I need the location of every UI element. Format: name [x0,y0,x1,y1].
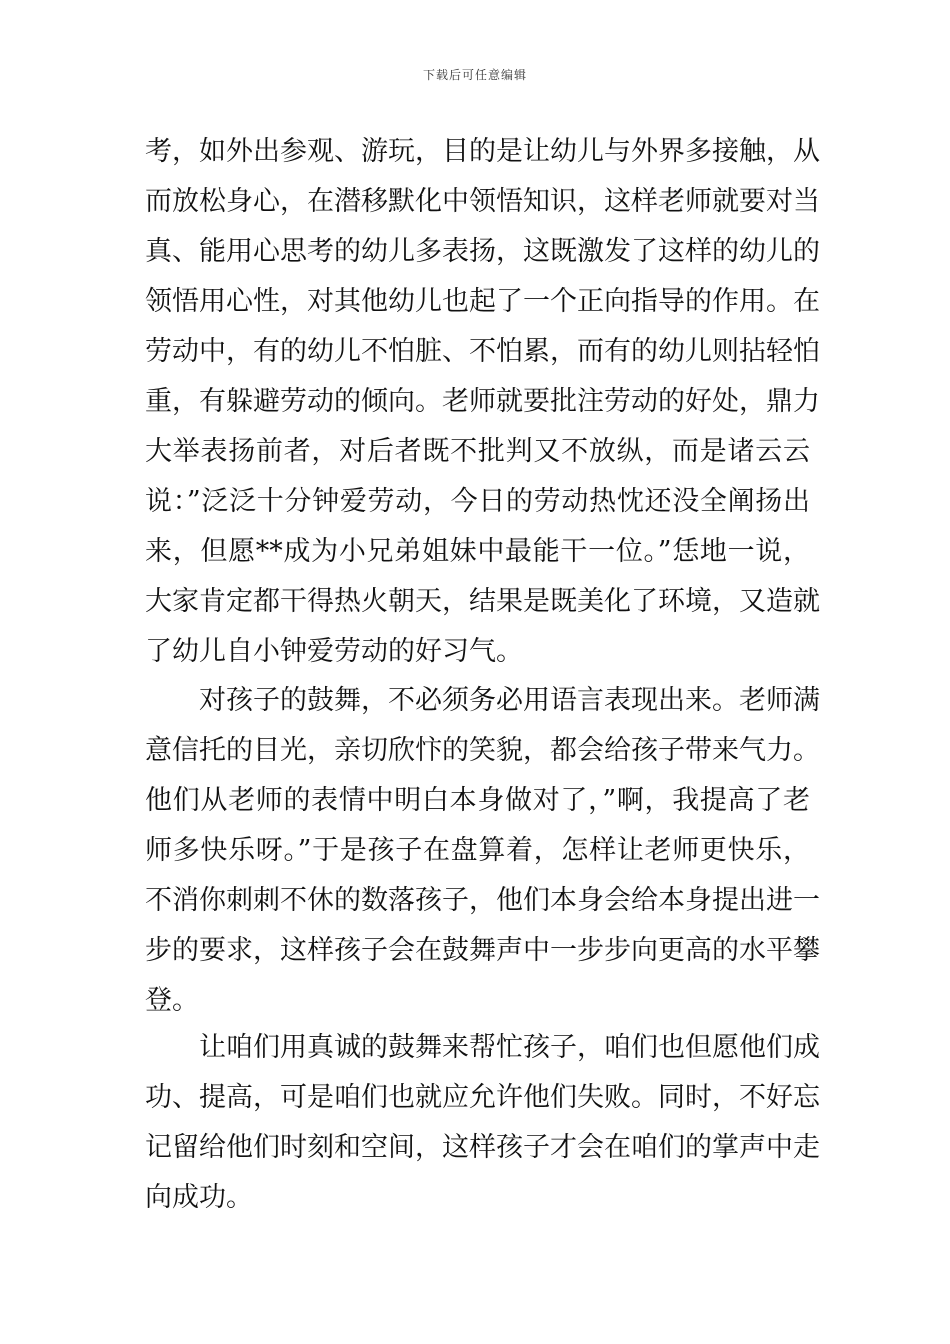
text-line: 大家肯定都干得热火朝天，结果是既美化了环境，又造就 [145,586,820,617]
paragraph-3 [145,1023,820,1223]
text-line: 大举表扬前者，对后者既不批判又不放纵，而是诸云云 [145,436,810,467]
paragraph-1 [145,127,820,677]
text-line: 领悟用心性，对其他幼儿也起了一个正向指导的作用。在 [145,286,820,317]
text-line: 来，但愿**成为小兄弟姐妹中最能干一位。”恁地一说， [145,536,810,567]
text-line: 真、能用心思考的幼儿多表扬，这既激发了这样的幼儿的 [145,236,820,267]
text-line: 让咱们用真诚的鼓舞来帮忙孩子，咱们也但愿他们成 [199,1032,820,1063]
text-line: 说：”泛泛十分钟爱劳动，今日的劳动热忱还没全阐扬出 [145,486,810,517]
text-line: 他们从老师的表情中明白本身做对了，”啊，我提高了老 [145,785,810,816]
text-line: 记留给他们时刻和空间，这样孩子才会在咱们的掌声中走 [145,1132,820,1163]
header-note: 下载后可任意编辑 [422,68,527,82]
text-line: 不消你刺刺不休的数落孩子，他们本身会给本身提出进一 [145,885,820,916]
text-line: 登。 [145,985,199,1016]
text-line: 师多快乐呀。”于是孩子在盘算着，怎样让老师更快乐， [145,835,810,866]
text-line: 了幼儿自小钟爱劳动的好习气。 [145,636,523,667]
text-line: 向成功。 [145,1182,253,1213]
text-line: 对孩子的鼓舞，不必须务必用语言表现出来。老师满 [199,685,820,716]
text-line: 意信托的目光，亲切欣忭的笑貌，都会给孩子带来气力。 [145,735,820,766]
text-line: 劳动中，有的幼儿不怕脏、不怕累，而有的幼儿则拈轻怕 [145,336,820,367]
text-line: 而放松身心，在潜移默化中领悟知识，这样老师就要对当 [145,186,820,217]
text-line: 重，有躲避劳动的倾向。老师就要批注劳动的好处，鼎力 [145,386,820,417]
text-line: 功、提高，可是咱们也就应允许他们失败。同时，不好忘 [145,1082,820,1113]
text-line: 步的要求，这样孩子会在鼓舞声中一步步向更高的水平攀 [145,935,820,966]
paragraph-2 [145,676,820,1026]
text-line: 考，如外出参观、游玩，目的是让幼儿与外界多接触，从 [145,136,820,167]
